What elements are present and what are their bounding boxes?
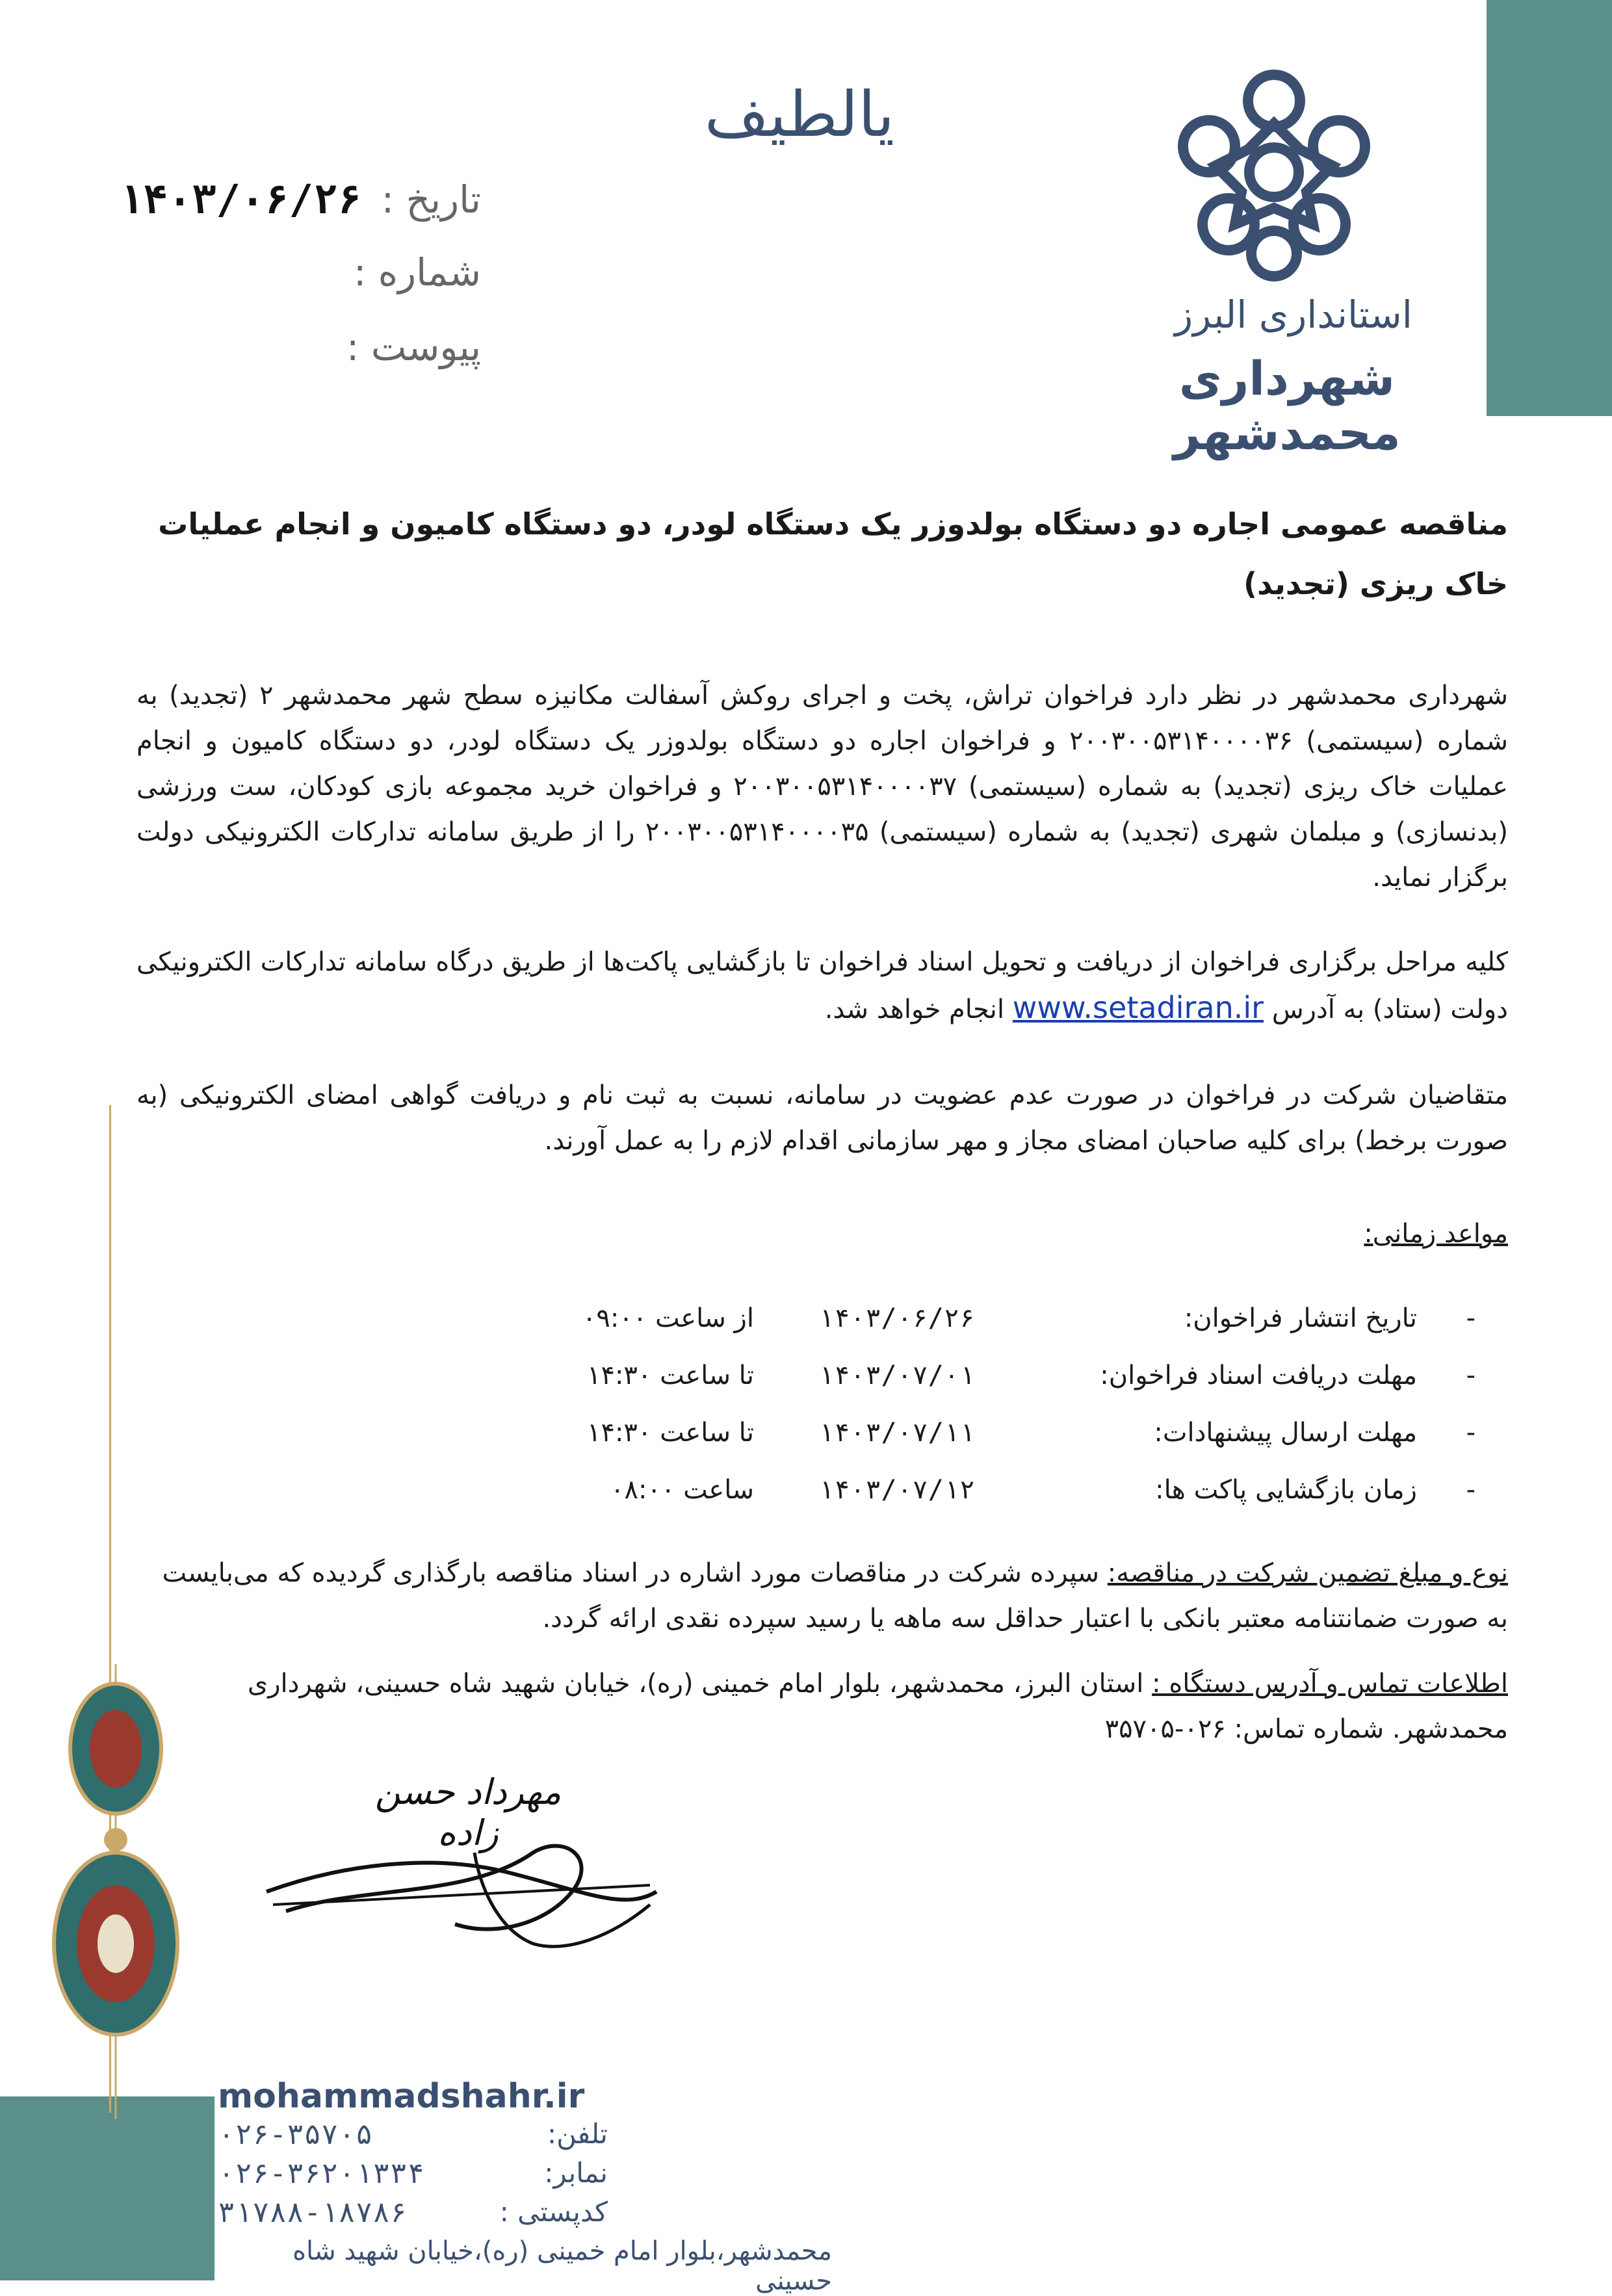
schedule-label: زمان بازگشایی پاکت ها: [1155,1475,1417,1505]
attachment-label: پیوست : [346,325,481,369]
schedule-label: تاریخ انتشار فراخوان: [1184,1303,1417,1333]
schedule-row [546,1361,1476,1406]
contact-text: استان البرز، محمدشهر، بلوار امام خمینی (ره)، خیابان شهید شاه حسینی، شهرداری محمدشهر. شماره تماس: ۰۲۶-۳۵۷۰۵ [247,1669,1508,1744]
schedule-label: مهلت دریافت اسناد فراخوان: [1100,1361,1417,1390]
tender-title: مناقصه عمومی اجاره دو دستگاه بولدوزر یک دستگاه لودر، دو دستگاه کامیون و انجام عملیات خاک ریزی (تجدید) [158,506,1508,601]
guarantee-label: نوع و مبلغ تضمین شرکت در مناقصه: [1107,1558,1508,1588]
number-label: شماره : [353,250,481,294]
number-field [110,250,481,294]
bullet-dash: - [1466,1361,1476,1390]
schedule-date: ۱۴۰۳/۰۷/۱۱ [818,1418,975,1448]
phone-label: تلفن: [547,2118,608,2150]
footer-address: محمدشهر،بلوار امام خمینی (ره)،خیابان شهید شاه حسینی [292,2236,832,2296]
signatory-name: مهرداد حسن زاده [374,1771,562,1853]
guarantee-section [136,1550,1508,1641]
phone-value: ۰۲۶-۳۵۷۰۵ [218,2118,373,2151]
body-paragraph-2-end: انجام خواهد شد. [824,995,1005,1024]
footer-fax [218,2157,608,2196]
schedule-row [546,1418,1476,1463]
schedule-time: از ساعت ۰۹:۰۰ [582,1303,754,1333]
signature-icon [260,1814,663,1970]
setadiran-link[interactable]: www.setadiran.ir [1012,990,1264,1025]
schedule-label: مهلت ارسال پیشنهادات: [1154,1418,1417,1448]
website-text: mohammadshahr.ir [218,2077,585,2116]
date-field [110,176,481,223]
fax-value: ۰۲۶-۳۶۲۰۱۳۳۴ [218,2157,424,2190]
schedule-date: ۱۴۰۳/۰۶/۲۶ [818,1303,975,1333]
body-paragraph-2 [136,939,1508,1032]
fax-label: نمابر: [544,2157,608,2189]
bullet-dash: - [1466,1418,1476,1448]
attachment-field [110,325,481,369]
schedule-heading: مواعد زمانی: [1364,1219,1508,1249]
schedule-row [546,1303,1476,1349]
body-paragraph-2-text: کلیه مراحل برگزاری فراخوان از دریافت و تحویل اسناد فراخوان تا بازگشایی پاکت‌ها از طریق درگاه سامانه تدارکات الکترونیکی دولت (ستاد) به آدرس [136,947,1508,1024]
contact-label: اطلاعات تماس و آدرس دستگاه : [1152,1669,1508,1699]
footer-postal [218,2196,608,2235]
footer-phone [218,2118,608,2157]
body-paragraph-1: شهرداری محمدشهر در نظر دارد فراخوان تراش، پخت و اجرای روکش آسفالت مکانیزه سطح شهر محمدشهر ۲ (تجدید) به شماره (سیستمی) ۲۰۰۳۰۰۵۳۱۴۰۰۰۰۳۶ و فراخوان اجاره دو دستگاه بولدوزر یک دستگاه لودر، دو دستگاه کامیون و انجام عملیات خاک ریزی (تجدید) به شماره (سیستمی) ۲۰۰۳۰۰۵۳۱۴۰۰۰۰۳۷ و فراخوان خرید مجموعه بازی کودکان، ست ورزشی (بدنسازی) و مبلمان شهری (تجدید) به شماره (سیستمی) ۲۰۰۳۰۰۵۳۱۴۰۰۰۰۳۵ را از طریق سامانه تدارکات الکترونیکی دولت برگزار نماید. [136,681,1509,893]
province-name: استانداری البرز [1175,293,1412,337]
bullet-dash: - [1466,1475,1476,1505]
contact-section [136,1661,1508,1752]
schedule-date: ۱۴۰۳/۰۷/۱۲ [818,1475,975,1505]
schedule-row [546,1475,1476,1520]
teal-border-top-right [1487,0,1612,416]
schedule-time: تا ساعت ۱۴:۳۰ [586,1418,754,1448]
municipality-logo [1170,62,1378,283]
date-value: ۱۴۰۳/۰۶/۲۶ [119,176,362,223]
bullet-dash: - [1466,1303,1476,1333]
schedule-time: تا ساعت ۱۴:۳۰ [586,1361,754,1390]
guarantee-text: سپرده شرکت در مناقصات مورد اشاره در اسناد مناقصه بارگذاری گردیده که می‌بایست به صورت ضمانتنامه معتبر بانکی با اعتبار حداقل سه ماهه یا رسید سپرده نقدی ارائه گردد. [162,1558,1508,1634]
postal-value: ۳۱۷۸۸-۱۸۷۸۶ [218,2196,408,2229]
body-paragraph-3: متقاضیان شرکت در فراخوان در صورت عدم عضویت در سامانه، نسبت به ثبت نام و دریافت گواهی امضای الکترونیکی (به صورت برخط) برای کلیه صاحبان امضای مجاز و مهر سازمانی اقدام لازم را به عمل آورند. [136,1080,1508,1156]
postal-label: کدپستی : [499,2196,608,2228]
schedule-date: ۱۴۰۳/۰۷/۰۱ [818,1361,975,1390]
invocation-text: یالطیف [704,78,895,151]
teal-border-bottom-left [0,2096,214,2280]
date-label: تاریخ : [381,177,481,222]
schedule-time: ساعت ۰۸:۰۰ [610,1475,754,1505]
municipality-name: شهرداری محمدشهر [1173,351,1401,460]
